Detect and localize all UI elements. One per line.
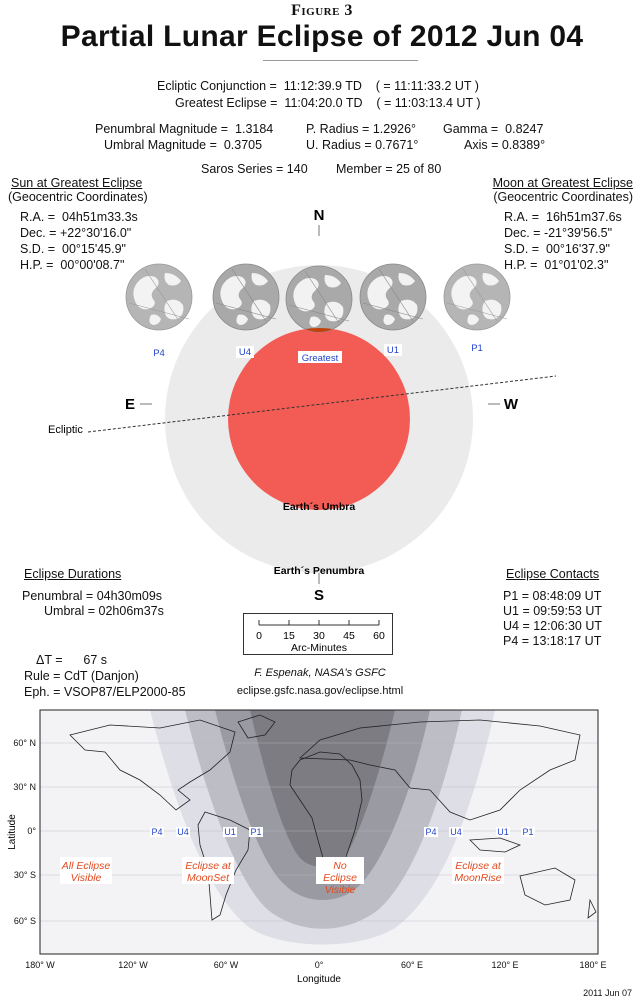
durations-heading: Eclipse Durations: [24, 567, 122, 581]
credit-url: eclipse.gsfc.nasa.gov/eclipse.html: [236, 685, 404, 697]
ephemeris: Eph. = VSOP87/ELP2000-85: [24, 685, 186, 699]
moon-heading: Moon at Greatest Eclipse: [492, 176, 633, 190]
contact-u4-label: U4: [238, 347, 252, 358]
map-u4-east: U4: [450, 827, 462, 837]
lon-tick-0: 0°: [314, 960, 324, 970]
sun-ra: R.A. = 04h51m33.3s: [20, 210, 138, 224]
umbra-label: Earth´s Umbra: [282, 501, 356, 513]
map-u1-west: U1: [224, 827, 236, 837]
gamma-value: Gamma = 0.8247: [443, 122, 544, 136]
sun-sd: S.D. = 00°15'45.9": [20, 242, 126, 256]
page-title: Partial Lunar Eclipse of 2012 Jun 04: [60, 20, 584, 53]
latitude-axis-label: Latitude: [7, 814, 18, 850]
zone-moonset: Eclipse at MoonSet: [185, 860, 231, 884]
axis-value: Axis = 0.8389°: [464, 138, 546, 152]
scale-label: Arc-Minutes: [290, 642, 348, 654]
north-label: N: [313, 207, 325, 224]
zone-moonrise: Eclipse at MoonRise: [454, 860, 502, 884]
lat-tick-30s: 30° S: [13, 870, 36, 880]
south-label: S: [313, 587, 325, 604]
scale-tick-15: 15: [283, 630, 295, 642]
saros-member: Member = 25 of 80: [336, 162, 442, 176]
moon-subheading: (Geocentric Coordinates): [493, 190, 633, 204]
sun-hp: H.P. = 00°00'08.7": [20, 258, 125, 272]
contact-p1-time: P1 = 08:48:09 UT: [503, 589, 602, 603]
visibility-map: [0, 705, 644, 990]
credit-author: F. Espenak, NASA's GSFC: [254, 667, 386, 679]
scale-tick-45: 45: [343, 630, 355, 642]
lon-tick-60e: 60° E: [400, 960, 424, 970]
umbral-magnitude: Umbral Magnitude = 0.3705: [104, 138, 263, 152]
rule: Rule = CdT (Danjon): [24, 669, 139, 683]
contact-p4-label: P4: [153, 348, 165, 359]
sun-heading: Sun at Greatest Eclipse: [11, 176, 143, 190]
contact-u4-time: U4 = 12:06:30 UT: [503, 619, 603, 633]
moon-sd: S.D. = 00°16'37.9": [504, 242, 610, 256]
moon-p4: [126, 264, 192, 330]
map-p1-west: P1: [250, 827, 262, 837]
greatest-eclipse-time: Greatest Eclipse = 11:04:20.0 TD ( = 11:03:13.4 UT ): [175, 96, 481, 110]
scale-tick-30: 30: [313, 630, 325, 642]
date-stamp: 2011 Jun 07: [583, 988, 632, 998]
title-divider: [263, 60, 418, 61]
delta-t: ΔT = 67 s: [36, 653, 107, 667]
penumbral-magnitude: Penumbral Magnitude = 1.3184: [95, 122, 274, 136]
lon-tick-180w: 180° W: [25, 960, 55, 970]
contacts-heading: Eclipse Contacts: [506, 567, 600, 581]
figure-label: Figure 3: [291, 2, 353, 19]
contact-p4-time: P4 = 13:18:17 UT: [503, 634, 602, 648]
lon-tick-60w: 60° W: [213, 960, 239, 970]
zone-all-visible: All Eclipse Visible: [61, 860, 111, 884]
east-label: E: [124, 396, 136, 413]
map-p1-east: P1: [522, 827, 534, 837]
sun-dec: Dec. = +22°30'16.0": [20, 226, 132, 240]
penumbra-label: Earth´s Penumbra: [273, 565, 365, 577]
contact-p1-label: P1: [471, 343, 483, 354]
moon-greatest: [286, 266, 352, 332]
moon-ra: R.A. = 16h51m37.6s: [504, 210, 622, 224]
moon-u1: [360, 264, 426, 330]
map-u4-west: U4: [177, 827, 189, 837]
lat-tick-60s: 60° S: [13, 916, 36, 926]
map-u1-east: U1: [497, 827, 509, 837]
eclipse-diagram: [0, 200, 644, 610]
contact-greatest-label: Greatest: [301, 353, 339, 364]
lat-tick-0: 0°: [27, 826, 36, 836]
map-p4-east: P4: [425, 827, 437, 837]
west-label: W: [503, 396, 519, 413]
penumbral-radius: P. Radius = 1.2926°: [306, 122, 417, 136]
conjunction-time: Ecliptic Conjunction = 11:12:39.9 TD ( = 11:11:33.2 UT ): [157, 79, 479, 93]
moon-hp: H.P. = 01°01'02.3": [504, 258, 609, 272]
longitude-axis-label: Longitude: [297, 974, 341, 985]
scale-tick-60: 60: [373, 630, 385, 642]
lon-tick-120e: 120° E: [491, 960, 519, 970]
arc-minute-scale: [243, 613, 393, 655]
moon-u4: [213, 264, 279, 330]
map-p4-west: P4: [151, 827, 163, 837]
umbral-radius: U. Radius = 0.7671°: [306, 138, 419, 152]
saros-series: Saros Series = 140: [201, 162, 308, 176]
contact-u1-label: U1: [386, 345, 400, 356]
lat-tick-60n: 60° N: [13, 738, 36, 748]
penumbral-duration: Penumbral = 04h30m09s: [22, 589, 163, 603]
moon-dec: Dec. = -21°39'56.5": [504, 226, 613, 240]
umbral-duration: Umbral = 02h06m37s: [44, 604, 164, 618]
lat-tick-30n: 30° N: [13, 782, 36, 792]
zone-no-eclipse: No Eclipse Visible: [323, 860, 357, 896]
scale-tick-0: 0: [256, 630, 262, 642]
contact-u1-time: U1 = 09:59:53 UT: [503, 604, 603, 618]
ecliptic-label: Ecliptic: [48, 424, 83, 436]
moon-p1: [444, 264, 510, 330]
sun-subheading: (Geocentric Coordinates): [8, 190, 148, 204]
lon-tick-120w: 120° W: [118, 960, 148, 970]
lon-tick-180e: 180° E: [579, 960, 607, 970]
